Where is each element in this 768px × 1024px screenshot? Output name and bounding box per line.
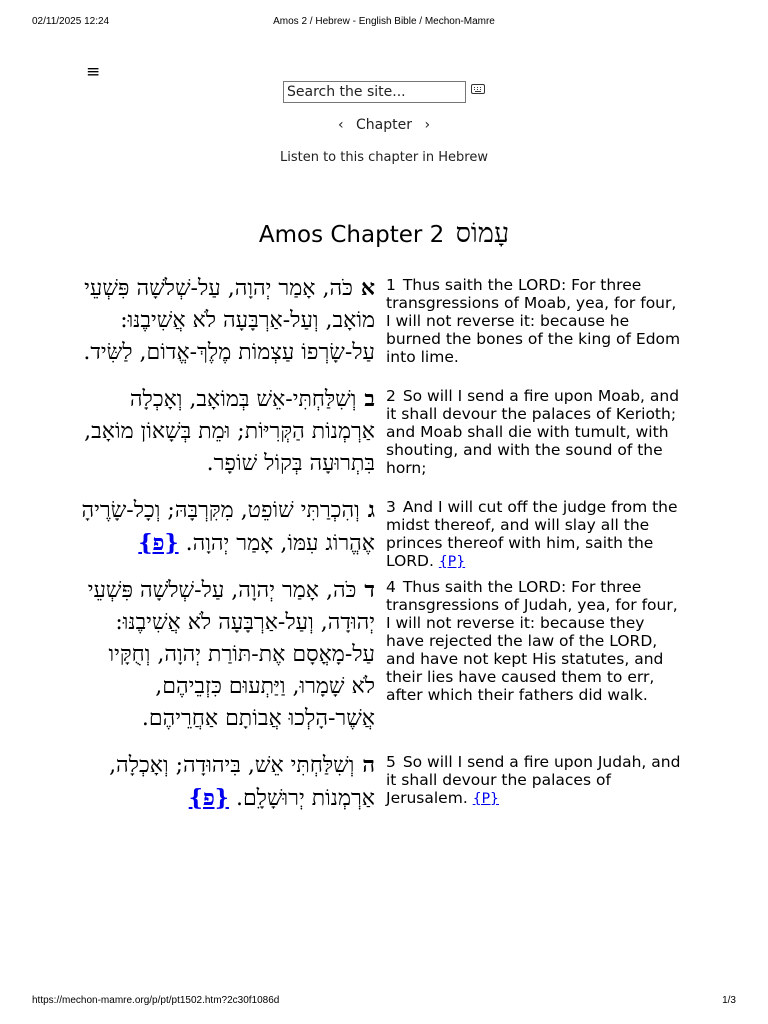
hebrew-verse (80, 383, 386, 494)
english-verse (386, 383, 684, 494)
hebrew-verse-number: ה (362, 752, 375, 778)
next-chapter-link[interactable]: › (424, 117, 431, 133)
verse-row (80, 749, 684, 829)
title-hebrew: עָמוֹס (455, 218, 510, 249)
english-verse (386, 272, 684, 383)
title-english: Amos Chapter 2 (258, 222, 445, 248)
hebrew-verse-text: כֹּה, אָמַר יְהוָה, עַל-שְׁלֹשָׁה פִּשְׁעֵי יְהוּדָה, וְעַל-אַרְבָּעָה לֹא אֲשִׁיבֶנּוּ: עַל-מָאֳסָם אֶת-תּוֹרַת יְהוָה, וְחֻקָּיו לֹא שָׁמָרוּ, וַיַּתְעוּם כִּזְבֵיהֶם, אֲשֶׁר-הָלְכוּ אֲבוֹתָם אַחֲרֵיהֶם. (87, 578, 375, 731)
page-title (0, 218, 768, 249)
hebrew-verse-text: כֹּה, אָמַר יְהוָה, עַל-שְׁלֹשָׁה פִּשְׁעֵי מוֹאָב, וְעַל-אַרְבָּעָה לֹא אֲשִׁיבֶנּוּ: עַל-שָׂרְפוֹ עַצְמוֹת מֶלֶךְ-אֱדוֹם, לַשִּׂיד. (83, 276, 375, 365)
english-verse-number: 2 (386, 387, 396, 405)
hebrew-verse (80, 494, 386, 574)
print-footer (0, 995, 768, 1011)
english-verse-number: 4 (386, 578, 396, 596)
english-verse (386, 494, 684, 574)
parashah-link[interactable]: {P} (438, 554, 466, 570)
hebrew-verse-number: א (360, 275, 375, 301)
hebrew-verse-number: ד (364, 577, 375, 603)
keyboard-icon[interactable] (471, 84, 485, 94)
english-verse-text: So will I send a fire upon Judah, and it shall devour the palaces of Jerusalem. (386, 753, 681, 807)
print-url: https://mechon-mamre.org/p/pt/pt1502.htm?2c30f1086d (32, 995, 280, 1006)
listen-hebrew-link[interactable]: Listen to this chapter in Hebrew (279, 150, 488, 165)
hamburger-menu-icon[interactable]: ≡ (86, 62, 101, 82)
hebrew-verse (80, 272, 386, 383)
chapter-label[interactable]: Chapter (356, 117, 412, 133)
chapter-nav (0, 117, 768, 133)
parashah-link[interactable]: {P} (472, 791, 499, 807)
verse-row (80, 574, 684, 749)
hebrew-verse (80, 574, 386, 749)
print-page-number: 1/3 (722, 995, 736, 1006)
english-verse-text: And I will cut off the judge from the midst thereof, and will slay all the princes thereof with him, saith the LORD. (386, 498, 678, 570)
english-verse-text: So will I send a fire upon Moab, and it shall devour the palaces of Kerioth; and Moab shall die with tumult, with shouting, and with the sound of the horn; (386, 387, 680, 477)
english-verse (386, 749, 684, 829)
english-verse (386, 574, 684, 749)
english-verse-number: 5 (386, 753, 396, 771)
hebrew-verse-text: וְשִׁלַּחְתִּי אֵשׁ, בִּיהוּדָה; וְאָכְלָה, אַרְמְנוֹת יְרוּשָׁלִָם. (109, 753, 375, 811)
english-verse-number: 1 (386, 276, 396, 294)
print-header (0, 16, 768, 32)
prev-chapter-link[interactable]: ‹ (337, 117, 344, 133)
print-datetime: 02/11/2025 12:24 (32, 16, 110, 27)
hebrew-verse-number: ג (367, 497, 375, 523)
hebrew-verse-number: ב (364, 386, 375, 412)
verse-row (80, 494, 684, 574)
parashah-link[interactable]: {פ} (138, 530, 179, 556)
hebrew-verse-text: וְהִכְרַתִּי שׁוֹפֵט, מִקִּרְבָּהּ; וְכָל-שָׂרֶיהָ אֶהֱרוֹג עִמּוֹ, אָמַר יְהוָה. (81, 498, 375, 556)
verse-row (80, 272, 684, 383)
search-bar (283, 81, 466, 103)
hebrew-verse (80, 749, 386, 829)
hebrew-verse-text: וְשִׁלַּחְתִּי-אֵשׁ בְּמוֹאָב, וְאָכְלָה אַרְמְנוֹת הַקְּרִיּוֹת; וּמֵת בְּשָׁאוֹן מוֹאָב, בִּתְרוּעָה בְּקוֹל שׁוֹפָר. (84, 387, 375, 476)
parashah-link[interactable]: {פ} (188, 785, 229, 811)
verses-table (80, 272, 684, 829)
print-page-title: Amos 2 / Hebrew - English Bible / Mechon-Mamre (273, 16, 495, 27)
english-verse-number: 3 (386, 498, 396, 516)
english-verse-text: Thus saith the LORD: For three transgressions of Judah, yea, for four, I will not reverse it: because they have rejected the law of the LORD, and have not kept His statutes, and their lies have caused them to err, after which their fathers did walk. (386, 578, 678, 704)
english-verse-text: Thus saith the LORD: For three transgressions of Moab, yea, for four, I will not reverse it: because he burned the bones of the king of Edom into lime. (386, 276, 681, 366)
search-input[interactable] (283, 81, 466, 103)
verse-row (80, 383, 684, 494)
